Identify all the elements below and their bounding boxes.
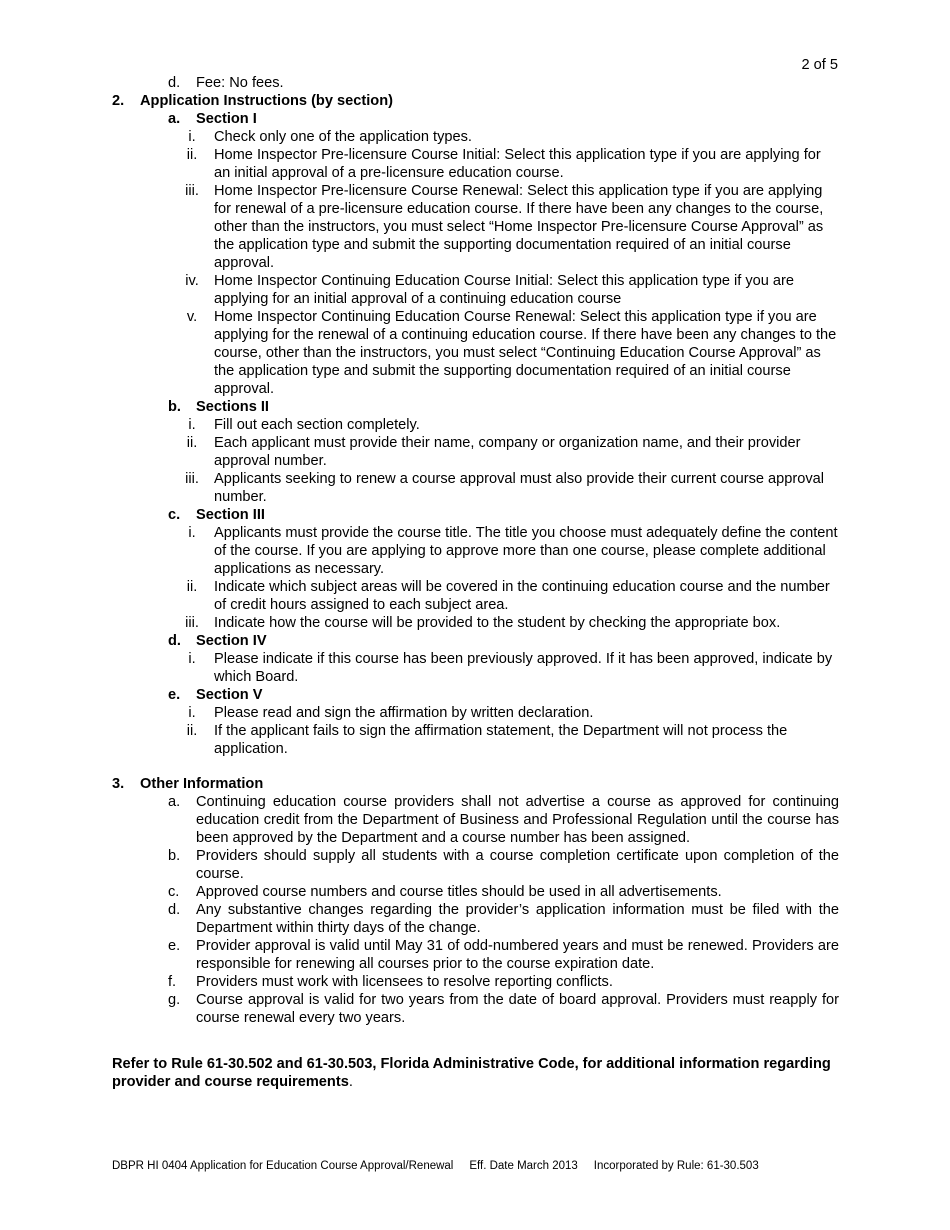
- subsection-marker: e.: [168, 687, 181, 703]
- section-2-subsections: [112, 110, 839, 758]
- list-text: Home Inspector Pre-licensure Course Renewal: Select this application type if you are applying for renewal of a pre-licensure education course. If there have been any changes to the course, other than the instructors, you must select “Home Inspector Pre-licensure Course Approval” as the application type and submit the supporting documentation required of an initial course approval.: [214, 183, 824, 271]
- section-title: Other Information: [140, 776, 264, 792]
- list-text: Home Inspector Continuing Education Course Renewal: Select this application type if you are applying for the renewal of a continuing education course. If there have been any changes to the course, other than the instructors, you must select “Continuing Education Course Approval” as the application type and submit the supporting documentation required of an initial course approval.: [214, 309, 837, 397]
- list-text: Fee: No fees.: [196, 75, 284, 91]
- subsection-title: Section IV: [196, 633, 267, 649]
- rule-reference-bold: Refer to Rule 61-30.502 and 61-30.503, Florida Administrative Code, for additional information regarding provider and course requirements: [112, 1056, 831, 1090]
- list-item: [112, 883, 839, 901]
- list-text: Home Inspector Continuing Education Course Initial: Select this application type if you are applying for an initial approval of a continuing education course: [214, 273, 795, 307]
- list-text: Indicate how the course will be provided to the student by checking the appropriate box.: [214, 615, 781, 631]
- list-marker: a.: [168, 794, 181, 810]
- list-item: [112, 434, 839, 470]
- roman-marker: [168, 128, 214, 146]
- list-item: [112, 901, 839, 937]
- roman-marker: [168, 470, 214, 506]
- rule-reference: [112, 1055, 839, 1091]
- subsection-title: Sections II: [196, 399, 269, 415]
- list-text: Applicants seeking to renew a course approval must also provide their current course approval number.: [214, 471, 825, 505]
- fee-item: [112, 74, 839, 92]
- list-item: [112, 470, 839, 506]
- list-marker: c.: [168, 884, 180, 900]
- subsection-title: Section V: [196, 687, 263, 703]
- roman-marker: [168, 182, 214, 272]
- list-marker: g.: [168, 992, 181, 1008]
- list-item: [112, 650, 839, 686]
- list-marker: d.: [168, 902, 181, 918]
- list-item: [112, 578, 839, 614]
- list-text: Indicate which subject areas will be covered in the continuing education course and the number of credit hours assigned to each subject area.: [214, 579, 830, 613]
- roman-marker-text: ii.: [186, 579, 198, 595]
- roman-marker-text: i.: [188, 417, 196, 433]
- roman-marker-text: iii.: [185, 183, 199, 199]
- list-item: [112, 416, 839, 434]
- subsection-heading: [112, 632, 839, 650]
- roman-marker-text: ii.: [186, 147, 198, 163]
- roman-marker-text: ii.: [186, 435, 198, 451]
- list-item: [112, 146, 839, 182]
- list-item: [112, 973, 839, 991]
- roman-marker: [168, 434, 214, 470]
- list-item: [112, 614, 839, 632]
- list-item: [112, 182, 839, 272]
- section-number: 3.: [112, 776, 125, 792]
- section-title: Application Instructions (by section): [140, 93, 393, 109]
- section-3-heading: [112, 775, 839, 793]
- list-marker: f.: [168, 974, 177, 990]
- list-text: Providers must work with licensees to resolve reporting conflicts.: [196, 974, 613, 990]
- list-marker: e.: [168, 938, 181, 954]
- section-2-heading: [112, 92, 839, 110]
- list-item: [112, 272, 839, 308]
- subsection-title: Section III: [196, 507, 265, 523]
- list-item: [112, 793, 839, 847]
- roman-marker: [168, 704, 214, 722]
- roman-marker-text: i.: [188, 129, 196, 145]
- roman-marker: [168, 722, 214, 758]
- list-text: Each applicant must provide their name, company or organization name, and their provider approval number.: [214, 435, 801, 469]
- roman-marker-text: ii.: [186, 723, 198, 739]
- rule-reference-tail: .: [348, 1074, 353, 1090]
- list-item: [112, 524, 839, 578]
- roman-marker: [168, 578, 214, 614]
- list-text: Providers should supply all students with a course completion certificate upon completion of the course.: [196, 848, 839, 882]
- roman-marker-text: iv.: [185, 273, 199, 289]
- subsection-heading: [112, 110, 839, 128]
- roman-marker-text: i.: [188, 525, 196, 541]
- document-body: [112, 74, 839, 1027]
- subsection-marker: d.: [168, 633, 181, 649]
- list-text: Please read and sign the affirmation by written declaration.: [214, 705, 594, 721]
- list-text: Please indicate if this course has been previously approved. If it has been approved, indicate by which Board.: [214, 651, 833, 685]
- subsection-marker: a.: [168, 111, 181, 127]
- roman-marker-text: v.: [186, 309, 198, 325]
- section-number: 2.: [112, 93, 125, 109]
- roman-marker: [168, 272, 214, 308]
- list-text: Home Inspector Pre-licensure Course Initial: Select this application type if you are applying for an initial approval of a pre-licensure education course.: [214, 147, 821, 181]
- list-text: Course approval is valid for two years from the date of board approval. Providers must reapply for course renewal every two years.: [196, 992, 839, 1026]
- roman-marker-text: i.: [188, 705, 196, 721]
- page-number: 2 of 5: [801, 57, 838, 73]
- list-text: If the applicant fails to sign the affirmation statement, the Department will not process the application.: [214, 723, 788, 757]
- subsection-marker: b.: [168, 399, 181, 415]
- subsection-heading: [112, 506, 839, 524]
- list-item: [112, 308, 839, 398]
- roman-marker-text: iii.: [185, 471, 199, 487]
- roman-marker: [168, 650, 214, 686]
- list-item: [112, 128, 839, 146]
- roman-marker: [168, 416, 214, 434]
- roman-marker: [168, 524, 214, 578]
- list-marker: d.: [168, 75, 181, 91]
- list-text: Any substantive changes regarding the provider’s application information must be filed with the Department within thirty days of the change.: [196, 902, 839, 936]
- list-text: Applicants must provide the course title. The title you choose must adequately define the content of the course. If you are applying to approve more than one course, please complete additional applications as necessary.: [214, 525, 838, 577]
- roman-marker: [168, 308, 214, 398]
- roman-marker-text: i.: [188, 651, 196, 667]
- list-item: [112, 722, 839, 758]
- list-text: Provider approval is valid until May 31 of odd-numbered years and must be renewed. Providers are responsible for renewing all courses prior to the course expiration date.: [196, 938, 839, 972]
- subsection-heading: [112, 686, 839, 704]
- list-text: Check only one of the application types.: [214, 129, 472, 145]
- subsection-title: Section I: [196, 111, 257, 127]
- roman-marker: [168, 614, 214, 632]
- list-marker: b.: [168, 848, 181, 864]
- section-3-items: [112, 793, 839, 1027]
- page-footer: DBPR HI 0404 Application for Education Course Approval/Renewal Eff. Date March 2013 Incorporated by Rule: 61-30.503: [112, 1160, 759, 1172]
- list-item: [112, 704, 839, 722]
- list-item: [112, 991, 839, 1027]
- list-text: Fill out each section completely.: [214, 417, 420, 433]
- list-text: Approved course numbers and course titles should be used in all advertisements.: [196, 884, 722, 900]
- list-text: Continuing education course providers shall not advertise a course as approved for continuing education credit from the Department of Business and Professional Regulation until the course has been approved by the Department and a course number has been assigned.: [196, 794, 839, 846]
- list-item: [112, 937, 839, 973]
- subsection-heading: [112, 398, 839, 416]
- list-item: [112, 847, 839, 883]
- roman-marker: [168, 146, 214, 182]
- roman-marker-text: iii.: [185, 615, 199, 631]
- subsection-marker: c.: [168, 507, 181, 523]
